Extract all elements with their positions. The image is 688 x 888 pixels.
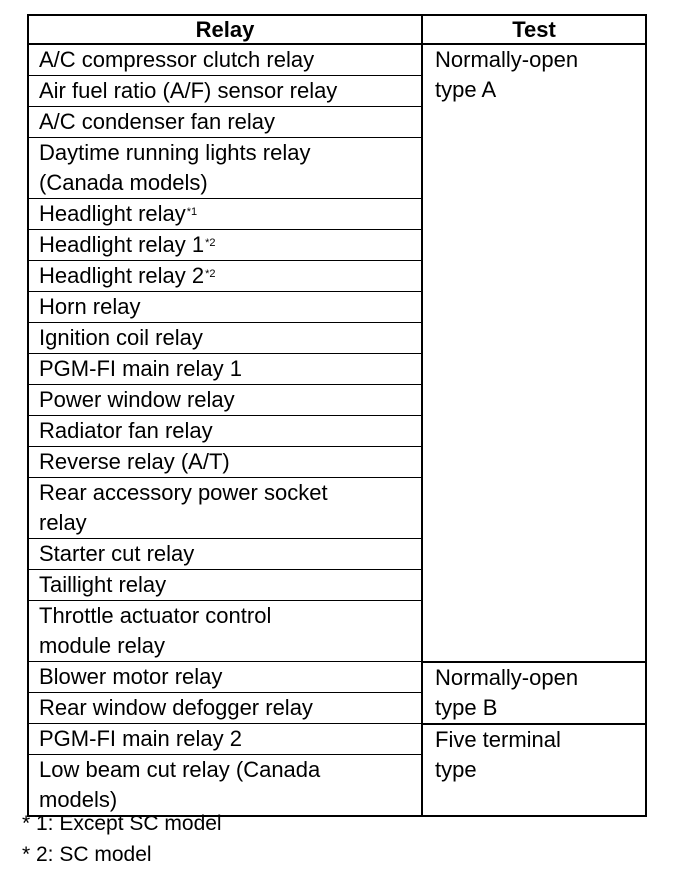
relay-name-line — [39, 508, 415, 538]
relay-name-line — [39, 539, 415, 569]
relay-name-cell — [28, 570, 422, 601]
table-row — [28, 724, 646, 755]
relay-name-text: Rear window defogger relay — [39, 695, 313, 720]
relay-name-line — [39, 385, 415, 415]
relay-name-text: module relay — [39, 633, 165, 658]
relay-name-text: Daytime running lights relay — [39, 140, 311, 165]
relay-name-text: (Canada models) — [39, 170, 208, 195]
relay-name-text: models) — [39, 787, 118, 812]
relay-name-text: Low beam cut relay (Canada — [39, 757, 321, 782]
table-row — [28, 662, 646, 693]
relay-name-cell — [28, 478, 422, 539]
relay-name-text: Starter cut relay — [39, 541, 195, 566]
relay-name-cell — [28, 539, 422, 570]
relay-name-cell — [28, 292, 422, 323]
relay-name-line — [39, 323, 415, 353]
relay-name-cell — [28, 693, 422, 724]
relay-name-line — [39, 261, 415, 291]
relay-name-line — [39, 631, 415, 661]
relay-name-line — [39, 199, 415, 229]
table-body — [28, 44, 646, 816]
relay-name-cell — [28, 138, 422, 199]
relay-name-line — [39, 601, 415, 631]
test-type-line: Normally-open — [435, 47, 579, 72]
footnote-marker: *2 — [205, 237, 216, 249]
relay-name-line — [39, 354, 415, 384]
relay-name-cell — [28, 76, 422, 107]
relay-name-text: Throttle actuator control — [39, 603, 272, 628]
footnote: * 2: SC model — [22, 843, 152, 866]
test-type-line: type — [435, 756, 477, 782]
relay-name-cell — [28, 755, 422, 817]
header-test: Test — [422, 15, 646, 44]
relay-name-text: Headlight relay 1 — [39, 232, 205, 257]
test-type-cell — [422, 44, 646, 662]
relay-name-cell — [28, 601, 422, 662]
relay-name-text: Power window relay — [39, 387, 235, 412]
relay-name-line — [39, 724, 415, 754]
table-row — [28, 44, 646, 76]
relay-name-cell — [28, 261, 422, 292]
relay-name-line — [39, 168, 415, 198]
test-type-line: type B — [435, 694, 498, 720]
relay-name-line — [39, 447, 415, 477]
relay-name-line — [39, 138, 415, 168]
relay-name-cell — [28, 447, 422, 478]
relay-name-text: Horn relay — [39, 294, 141, 319]
relay-name-text: Headlight relay 2 — [39, 263, 205, 288]
footnotes — [22, 808, 222, 870]
relay-name-cell — [28, 44, 422, 76]
relay-name-cell — [28, 416, 422, 447]
relay-name-text: Headlight relay — [39, 201, 186, 226]
relay-name-line — [39, 292, 415, 322]
relay-name-cell — [28, 385, 422, 416]
relay-test-table — [27, 14, 647, 817]
relay-name-text: Blower motor relay — [39, 664, 223, 689]
relay-name-line — [39, 755, 415, 785]
relay-name-line — [39, 230, 415, 260]
test-type-line: Five terminal — [435, 726, 561, 752]
relay-name-text: relay — [39, 510, 87, 535]
relay-name-line — [39, 76, 415, 106]
footnote-marker: *1 — [186, 206, 198, 218]
relay-name-line — [39, 107, 415, 137]
relay-name-line — [39, 693, 415, 723]
test-type-line: type A — [435, 77, 497, 102]
relay-name-text: Radiator fan relay — [39, 418, 213, 443]
relay-name-text: PGM-FI main relay 1 — [39, 356, 242, 381]
test-type-line: Normally-open — [435, 664, 579, 690]
relay-name-line — [39, 478, 415, 508]
relay-name-cell — [28, 199, 422, 230]
relay-name-text: Air fuel ratio (A/F) sensor relay — [39, 78, 338, 103]
relay-name-text: Rear accessory power socket — [39, 480, 328, 505]
test-type-cell — [422, 724, 646, 817]
relay-name-text: Ignition coil relay — [39, 325, 203, 350]
relay-name-cell — [28, 323, 422, 354]
footnote: * 1: Except SC model — [22, 812, 222, 835]
relay-name-cell — [28, 230, 422, 261]
test-type-cell — [422, 662, 646, 724]
relay-name-text: A/C condenser fan relay — [39, 109, 276, 134]
footnote-marker: *2 — [205, 268, 216, 280]
relay-name-text: Taillight relay — [39, 572, 167, 597]
relay-name-cell — [28, 724, 422, 755]
relay-name-line — [39, 416, 415, 446]
table-header-row — [28, 15, 646, 44]
header-relay: Relay — [28, 15, 422, 44]
relay-name-text: A/C compressor clutch relay — [39, 47, 315, 72]
relay-name-line — [39, 570, 415, 600]
relay-name-cell — [28, 107, 422, 138]
relay-name-cell — [28, 662, 422, 693]
relay-name-line — [39, 662, 415, 692]
relay-name-line — [39, 45, 415, 75]
relay-name-text: PGM-FI main relay 2 — [39, 726, 242, 751]
relay-name-text: Reverse relay (A/T) — [39, 449, 230, 474]
relay-name-cell — [28, 354, 422, 385]
